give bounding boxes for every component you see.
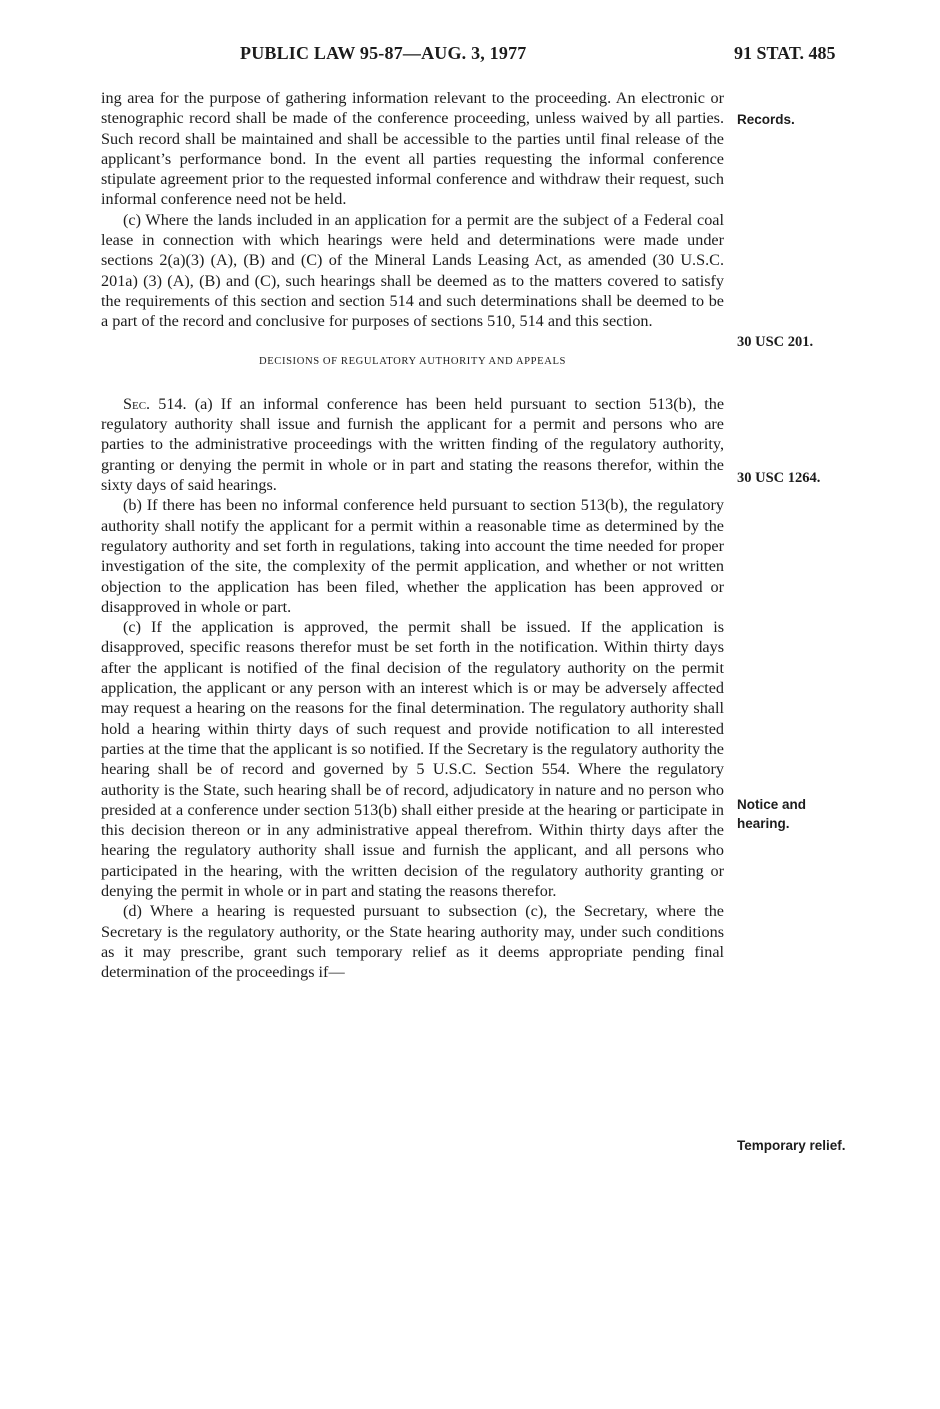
paragraph-513-c: (c) Where the lands included in an application for a permit are the subject of a Federal coal lease in connection with which hearings were held and determinations were made under sections 2(a)(3) (A), (B) and (C) of the Mineral Lands Leasing Act, as amended (30 U.S.C. 201a) (3) (A), (B) and (C), such hearings shall be deemed as to the matters covered to satisfy the requirements of this section and section 514 and such determinations shall be deemed to be a part of the record and conclusive for purposes of sections 510, 514 and this section.: [101, 210, 724, 331]
margin-note-notice-line2: hearing.: [737, 816, 790, 831]
paragraph-continued: ing area for the purpose of gathering information relevant to the proceeding. An electronic or stenographic record shall be made of the conference proceeding, unless waived by all parties. Such record shall be maintained and shall be accessible to the parties until final release of the applicant’s performance bond. In the event all parties requesting the informal conference stipulate agreement prior to the requested informal conference and withdraw their request, such informal conference need not be held.: [101, 89, 724, 209]
section-heading: DECISIONS OF REGULATORY AUTHORITY AND APPEALS: [258, 355, 567, 367]
page-header-stat: 91 STAT. 485: [734, 43, 836, 63]
margin-note-30-usc-201: 30 USC 201.: [737, 334, 814, 350]
paragraph-514-b: (b) If there has been no informal conference held pursuant to section 513(b), the regulatory authority shall notify the applicant for a permit within a reasonable time as determined by the regulatory authority and set forth in regulations, taking into account the time needed for proper investigation of the site, the complexity of the permit application, and whether or not written objection to the application has been filed, whether the application has been approved or disapproved in whole or part.: [101, 496, 724, 616]
page-header-title: PUBLIC LAW 95-87—AUG. 3, 1977: [240, 43, 527, 63]
paragraph-514-a: [101, 394, 724, 495]
paragraph-514-c: (c) If the application is approved, the permit shall be issued. If the application is disapproved, specific reasons therefor must be set forth in the notification. Within thirty days after the applicant is notified of the final decision of the regulatory authority on the permit application, the applicant or any person with an interest which is or may be adversely affected may request a hearing on the reasons for the final determination. The regulatory authority shall hold a hearing within thirty days of such request and provide notification to all interested parties at the time that the applicant is so notified. If the Secretary is the regulatory authority the hearing shall be of record and governed by 5 U.S.C. Section 554. Where the regulatory authority is the State, such hearing shall be of record, adjudicatory in nature and no person who presided at a conference under section 513(b) shall either preside at the hearing or participate in this decision thereon or in any administrative appeal therefrom. Within thirty days after the hearing the regulatory authority shall issue and furnish the applicant, and all persons who participated in the hearing, with the written decision of the regulatory authority granting or denying the permit in whole or in part and stating the reasons therefor.: [101, 618, 724, 900]
body-text: [101, 88, 724, 982]
margin-note-30-usc-1264: 30 USC 1264.: [737, 470, 821, 486]
margin-note-notice-line1: Notice and: [737, 797, 807, 812]
margin-note-temporary-relief: Temporary relief.: [737, 1138, 846, 1153]
section-label: Sec. 514.: [123, 394, 187, 413]
margin-note-records: Records.: [737, 112, 795, 127]
paragraph-514-a-text: (a) If an informal conference has been held pursuant to section 513(b), the regulatory authority shall issue and furnish the applicant for a permit and persons who are parties to the administrative proceedings with the written finding of the regulatory authority, granting or denying the permit in whole or in part and stating the reasons therefor, within the sixty days of said hearings.: [101, 394, 725, 495]
paragraph-514-d: (d) Where a hearing is requested pursuant to subsection (c), the Secretary, where the Secretary is the regulatory authority, or the State hearing authority may, under such conditions as it may prescribe, grant such temporary relief as it deems appropriate pending final determination of the proceedings if—: [101, 902, 724, 982]
margin-note-notice-and-hearing: [737, 795, 806, 833]
